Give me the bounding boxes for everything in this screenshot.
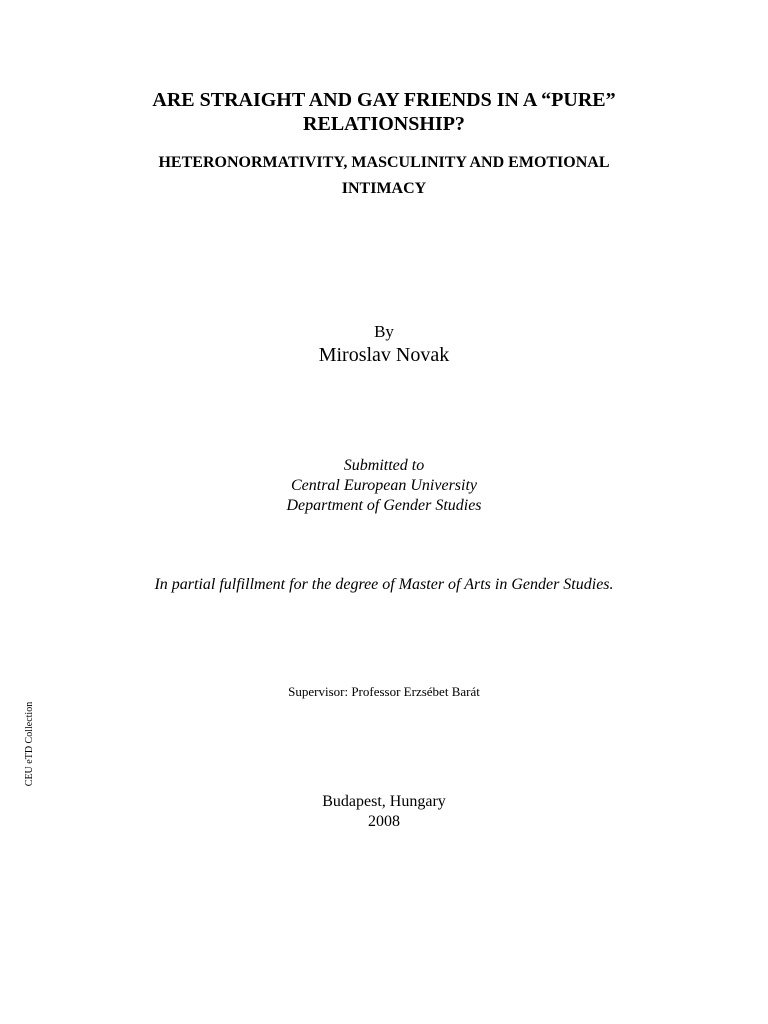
thesis-subtitle-line-1: HETERONORMATIVITY, MASCULINITY AND EMOTIONAL [158, 154, 610, 171]
thesis-title-line-2: RELATIONSHIP? [303, 113, 465, 135]
submitted-to-label: Submitted to [343, 457, 425, 474]
collection-stamp: CEU eTD Collection [24, 701, 35, 787]
city-country: Budapest, Hungary [322, 793, 446, 810]
thesis-subtitle [0, 150, 768, 202]
department-name: Department of Gender Studies [286, 497, 482, 514]
by-label: By [374, 322, 394, 341]
thesis-title [0, 88, 768, 136]
thesis-title-line-1: ARE STRAIGHT AND GAY FRIENDS IN A “PURE” [152, 89, 616, 111]
university-name: Central European University [290, 477, 478, 494]
submission-block [0, 456, 768, 516]
author-name: Miroslav Novak [318, 344, 450, 366]
thesis-subtitle-line-2: INTIMACY [341, 180, 427, 197]
place-and-date [0, 792, 768, 832]
degree-statement: In partial fulfillment for the degree of Master of Arts in Gender Studies. [154, 576, 614, 593]
supervisor-line: Supervisor: Professor Erzsébet Barát [288, 684, 480, 699]
submission-year: 2008 [368, 813, 400, 830]
